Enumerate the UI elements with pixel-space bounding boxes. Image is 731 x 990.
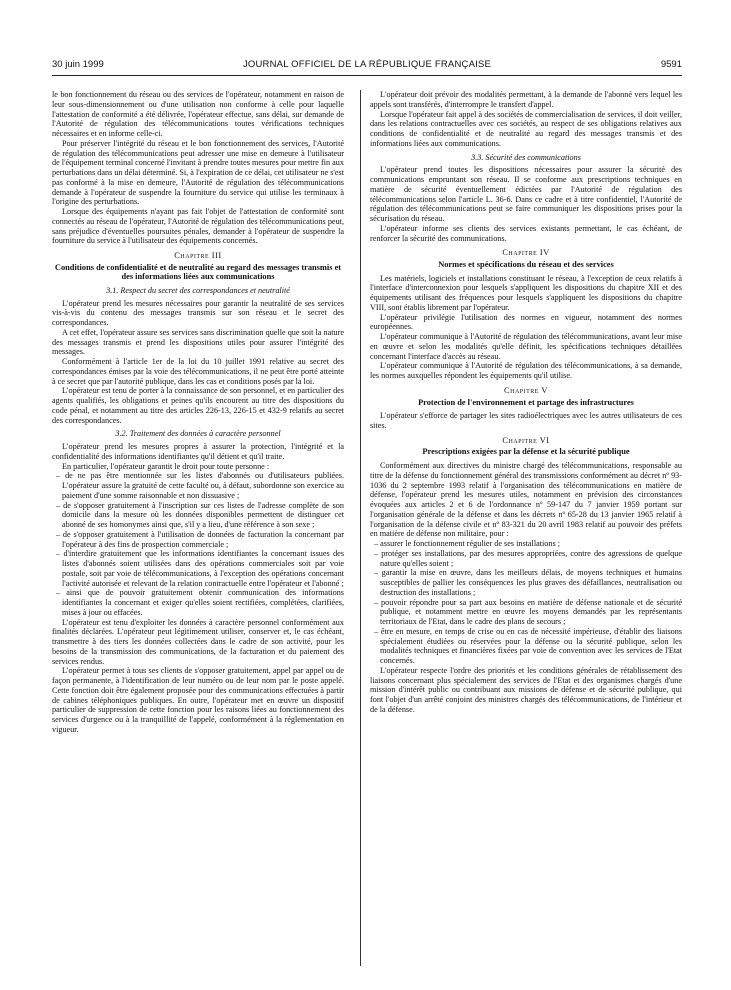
right-column (370, 90, 682, 715)
header-date: 30 juin 1999 (52, 59, 104, 70)
paragraph: L'opérateur est tenu de porter à la connaissance de son personnel, et en particulier des agents qualifiés, les obligations et peines qu'ils encourent au titre des dispositions du code pénal, et notamment au titre des articles 226-13, 226-15 et 432-9 relatifs au secret des correspondances. (52, 386, 344, 425)
paragraph: A cet effet, l'opérateur assure ses services sans discrimination quelle que soit la nature des messages transmis et prend les dispositions utiles pour assurer l'intégrité des messages. (52, 327, 344, 357)
list-item: – protéger ses installations, par des mesures appropriées, contre des agressions de quelque nature qu'elles soient ; (374, 548, 682, 568)
paragraph: Conformément à l'article 1er de la loi du 10 juillet 1991 relative au secret des correspondances émises par la voie des télécommunications, il ne peut être porté atteinte à ce secret que par l'autorité publique, dans les cas et conditions posés par la loi. (52, 357, 344, 386)
list-item: – de s'opposer gratuitement à l'utilisation de données de facturation la concernant par l'opérateur à des fins de prospection commerciale ; (56, 529, 344, 549)
paragraph: Lorsque l'opérateur fait appel à des sociétés de commercialisation de services, il doit veiller, dans les relations contractuelles avec ces sociétés, au respect de ses obligations relatives aux conditions de confidentialité et de neutralité au regard des messages transmis et des informations liées aux communications. (370, 109, 682, 148)
paragraph: L'opérateur prend toutes les dispositions nécessaires pour assurer la sécurité des communications empruntant son réseau. Il se conforme aux prescriptions techniques en matière de sécurité éventuellement édictées par l'Autorité de régulation des télécommunications selon l'article L. 36-6. Dans ce cadre et à titre confidentiel, l'Autorité de régulation des télécommunications peut se faire communiquer les dispositions prises pour la sécurisation du réseau. (370, 165, 682, 223)
header-page-number: 9591 (660, 59, 682, 70)
list-item: – être en mesure, en temps de crise ou en cas de nécessité impérieuse, d'établir des liaisons spécialement étudiées ou réservées pour la défense ou la sécurité publique, selon les modalités techniques et financières fixées par voie de convention avec les services de l'Etat concernés. (374, 626, 682, 666)
paragraph: L'opérateur doit prévoir des modalités permettant, à la demande de l'abonné vers lequel les appels sont transférés, d'interrompre le transfert d'appel. (370, 90, 682, 109)
chapter-title: Prescriptions exigées par la défense et la sécurité publique (422, 447, 630, 457)
chapter-heading: Chapitre VI (502, 435, 550, 445)
column-divider (360, 90, 361, 966)
defense-measures-list (370, 539, 682, 666)
paragraph: L'opérateur est tenu d'exploiter les données à caractère personnel conformément aux finalités déclarées. L'opérateur peut légitimement utiliser, conserver et, le cas échéant, transmettre à des tiers les données collectées dans le cadre de son activité, pour les besoins de la transmission des communications, de la facturation et du paiement des services rendus. (52, 617, 344, 666)
header-rule (52, 75, 682, 76)
paragraph: En particulier, l'opérateur garantit le droit pour toute personne : (62, 461, 270, 471)
paragraph: L'opérateur prend les mesures nécessaires pour garantir la neutralité de ses services vis-à-vis du contenu des messages transmis sur son réseau et le secret des correspondances. (52, 298, 344, 328)
chapter-heading: Chapitre IV (502, 248, 550, 258)
list-item: – assurer le fonctionnement régulier de ses installations ; (374, 539, 560, 549)
header-journal-title: JOURNAL OFFICIEL DE LA RÉPUBLIQUE FRANÇAISE (242, 59, 492, 70)
list-item: – de ne pas être mentionnée sur les listes d'abonnés ou d'utilisateurs publiées. L'opérateur assure la gratuité de cette faculté ou, à défaut, subordonne son exercice au paiement d'une somme raisonnable et non dissuasive ; (56, 471, 344, 500)
chapter-title: Conditions de confidentialité et de neutralité au regard des messages transmis et des informations liées aux communications (54, 262, 342, 282)
list-item: – garantir la mise en œuvre, dans les meilleurs délais, de moyens techniques et humains susceptibles de pallier les conséquences les plus graves des défaillances, neutralisation ou destruction des installations ; (374, 568, 682, 597)
section-heading: 3.3. Sécurité des communications (471, 152, 581, 162)
chapter-heading: Chapitre V (504, 385, 548, 395)
paragraph: L'opérateur s'efforce de partager les sites radioélectriques avec les autres utilisateurs de ces sites. (370, 411, 682, 430)
list-item: – d'interdire gratuitement que les informations identifiantes la concernant issues des listes d'abonnés soient utilisées dans des opérations commerciales soit par voie postale, soit par voie de télécommunications, à l'exception des opérations concernant l'activité autorisée et relevant de la relation contractuelle entre l'opérateur et l'abonné ; (56, 549, 344, 588)
section-heading: 3.2. Traitement des données à caractère personnel (115, 429, 281, 439)
list-item: – de s'opposer gratuitement à l'inscription sur ces listes de l'adresse complète de son domicile dans la mesure où les données disponibles permettent de distinguer cet abonné de ses homonymes ainsi que, s'il y a lieu, d'une référence à son sexe ; (56, 500, 344, 530)
section-heading: 3.1. Respect du secret des correspondances et neutralité (106, 285, 290, 295)
paragraph: L'opérateur communique à l'Autorité de régulation des télécommunications, avant leur mise en œuvre et selon les modalités qu'elle définit, les spécifications techniques détaillées concernant l'interface d'accès au réseau. (370, 332, 682, 361)
paragraph: L'opérateur communique à l'Autorité de régulation des télécommunications, à sa demande, les normes auxquelles répondent les équipements qu'il utilise. (370, 361, 682, 381)
paragraph: L'opérateur respecte l'ordre des priorités et les conditions générales de rétablissement des liaisons concernant plus spécialement des services de l'Etat et des organismes chargés d'une mission d'intérêt public ou contribuant aux missions de défense et de sécurité publique, qui font l'objet d'un arrêté conjoint des ministres chargés des télécommunications, de l'intérieur et de la défense. (370, 665, 682, 714)
paragraph: Les matériels, logiciels et installations constituant le réseau, à l'exception de ceux relatifs à l'interface d'interconnexion pour lesquels s'appliquent les dispositions du chapitre XII et des équipements utilisant des fréquences pour lesquels s'appliquent les dispositions du chapitre VIII, sont établis librement par l'opérateur. (370, 273, 682, 312)
paragraph: Conformément aux directives du ministre chargé des télécommunications, responsable au titre de la défense du fonctionnement général des transmissions conformément au décret nº 93-1036 du 2 septembre 1993 relatif à l'organisation des télécommunications en matière de défense, l'opérateur prend les mesures utiles, notamment en prévision des circonstances évoquées aux articles 2 et 6 de l'ordonnance nº 59-147 du 7 janvier 1959 portant sur l'organisation générale de la défense et dans les décrets nº 65-28 du 13 janvier 1965 relatif à l'organisation de la défense civile et nº 83-321 du 20 avril 1983 relatif au pouvoir des préfets en matière de défense non militaire, pour : (370, 461, 682, 539)
paragraph: L'opérateur privilégie l'utilisation des normes en vigueur, notamment des normes européennes. (370, 312, 682, 332)
chapter-title: Normes et spécifications du réseau et des services (438, 260, 614, 269)
list-item: – ainsi que de pouvoir gratuitement obtenir communication des informations identifiantes la concernant et exiger qu'elles soient rectifiées, complétées, clarifiées, mises à jour ou effacées. (56, 588, 344, 617)
chapter-heading: Chapitre III (174, 251, 222, 260)
paragraph: le bon fonctionnement du réseau ou des services de l'opérateur, notamment en raison de leur sous-dimensionnement ou d'une utilisation non conforme à celle pour laquelle l'attestation de conformité a été délivrée, l'opérateur effectue, sans délai, sur demande de l'Autorité de régulation des télécommunications toutes vérifications techniques nécessaires et en informe celle-ci. (52, 90, 344, 138)
paragraph: L'opérateur permet à tous ses clients de s'opposer gratuitement, appel par appel ou de façon permanente, à l'identification de leur numéro ou de leur nom par le poste appelé. Cette fonction doit être également proposée pour des communications effectuées à partir de cabines téléphoniques publiques. En outre, l'opérateur met en œuvre un dispositif particulier de suppression de cette fonction pour les raisons liées au fonctionnement des services d'urgence ou à la tranquillité de l'appelé, conformément à la réglementation en vigueur. (52, 666, 344, 734)
paragraph: L'opérateur prend les mesures propres à assurer la protection, l'intégrité et la confidentialité des informations identifiantes qu'il détient et qu'il traite. (52, 442, 344, 461)
rights-list (52, 471, 344, 617)
chapter-title: Protection de l'environnement et partage des infrastructures (418, 397, 634, 407)
paragraph: Pour préserver l'intégrité du réseau et le bon fonctionnement des services, l'Autorité de régulation des télécommunications peut adresser une mise en demeure à l'utilisateur de l'équipement terminal concerné l'invitant à prendre toutes mesures pour mettre fin aux perturbations dans un délai déterminé. Si, à l'expiration de ce délai, cet utilisateur ne s'est pas conformé à la mise en demeure, l'Autorité de régulation des télécommunications demande à l'opérateur de suspendre la fourniture du service qui utilise les terminaux à l'origine des perturbations. (52, 138, 344, 207)
page-header (52, 59, 682, 73)
paragraph: Lorsque des équipements n'ayant pas fait l'objet de l'attestation de conformité sont connectés au réseau de l'opérateur, l'Autorité de régulation des télécommunications peut, sans préjudice d'éventuelles poursuites pénales, demander à l'opérateur de suspendre la fourniture du service à l'utilisateur des équipements concernés. (52, 207, 344, 246)
list-item: – pouvoir répondre pour sa part aux besoins en matière de défense nationale et de sécurité publique, et notamment mettre en œuvre les moyens demandés par les représentants territoriaux de l'Etat, dans le cadre des plans de secours ; (374, 597, 682, 627)
paragraph: L'opérateur informe ses clients des services existants permettant, le cas échéant, de renforcer la sécurité des communications. (370, 223, 682, 243)
left-column (52, 90, 344, 735)
